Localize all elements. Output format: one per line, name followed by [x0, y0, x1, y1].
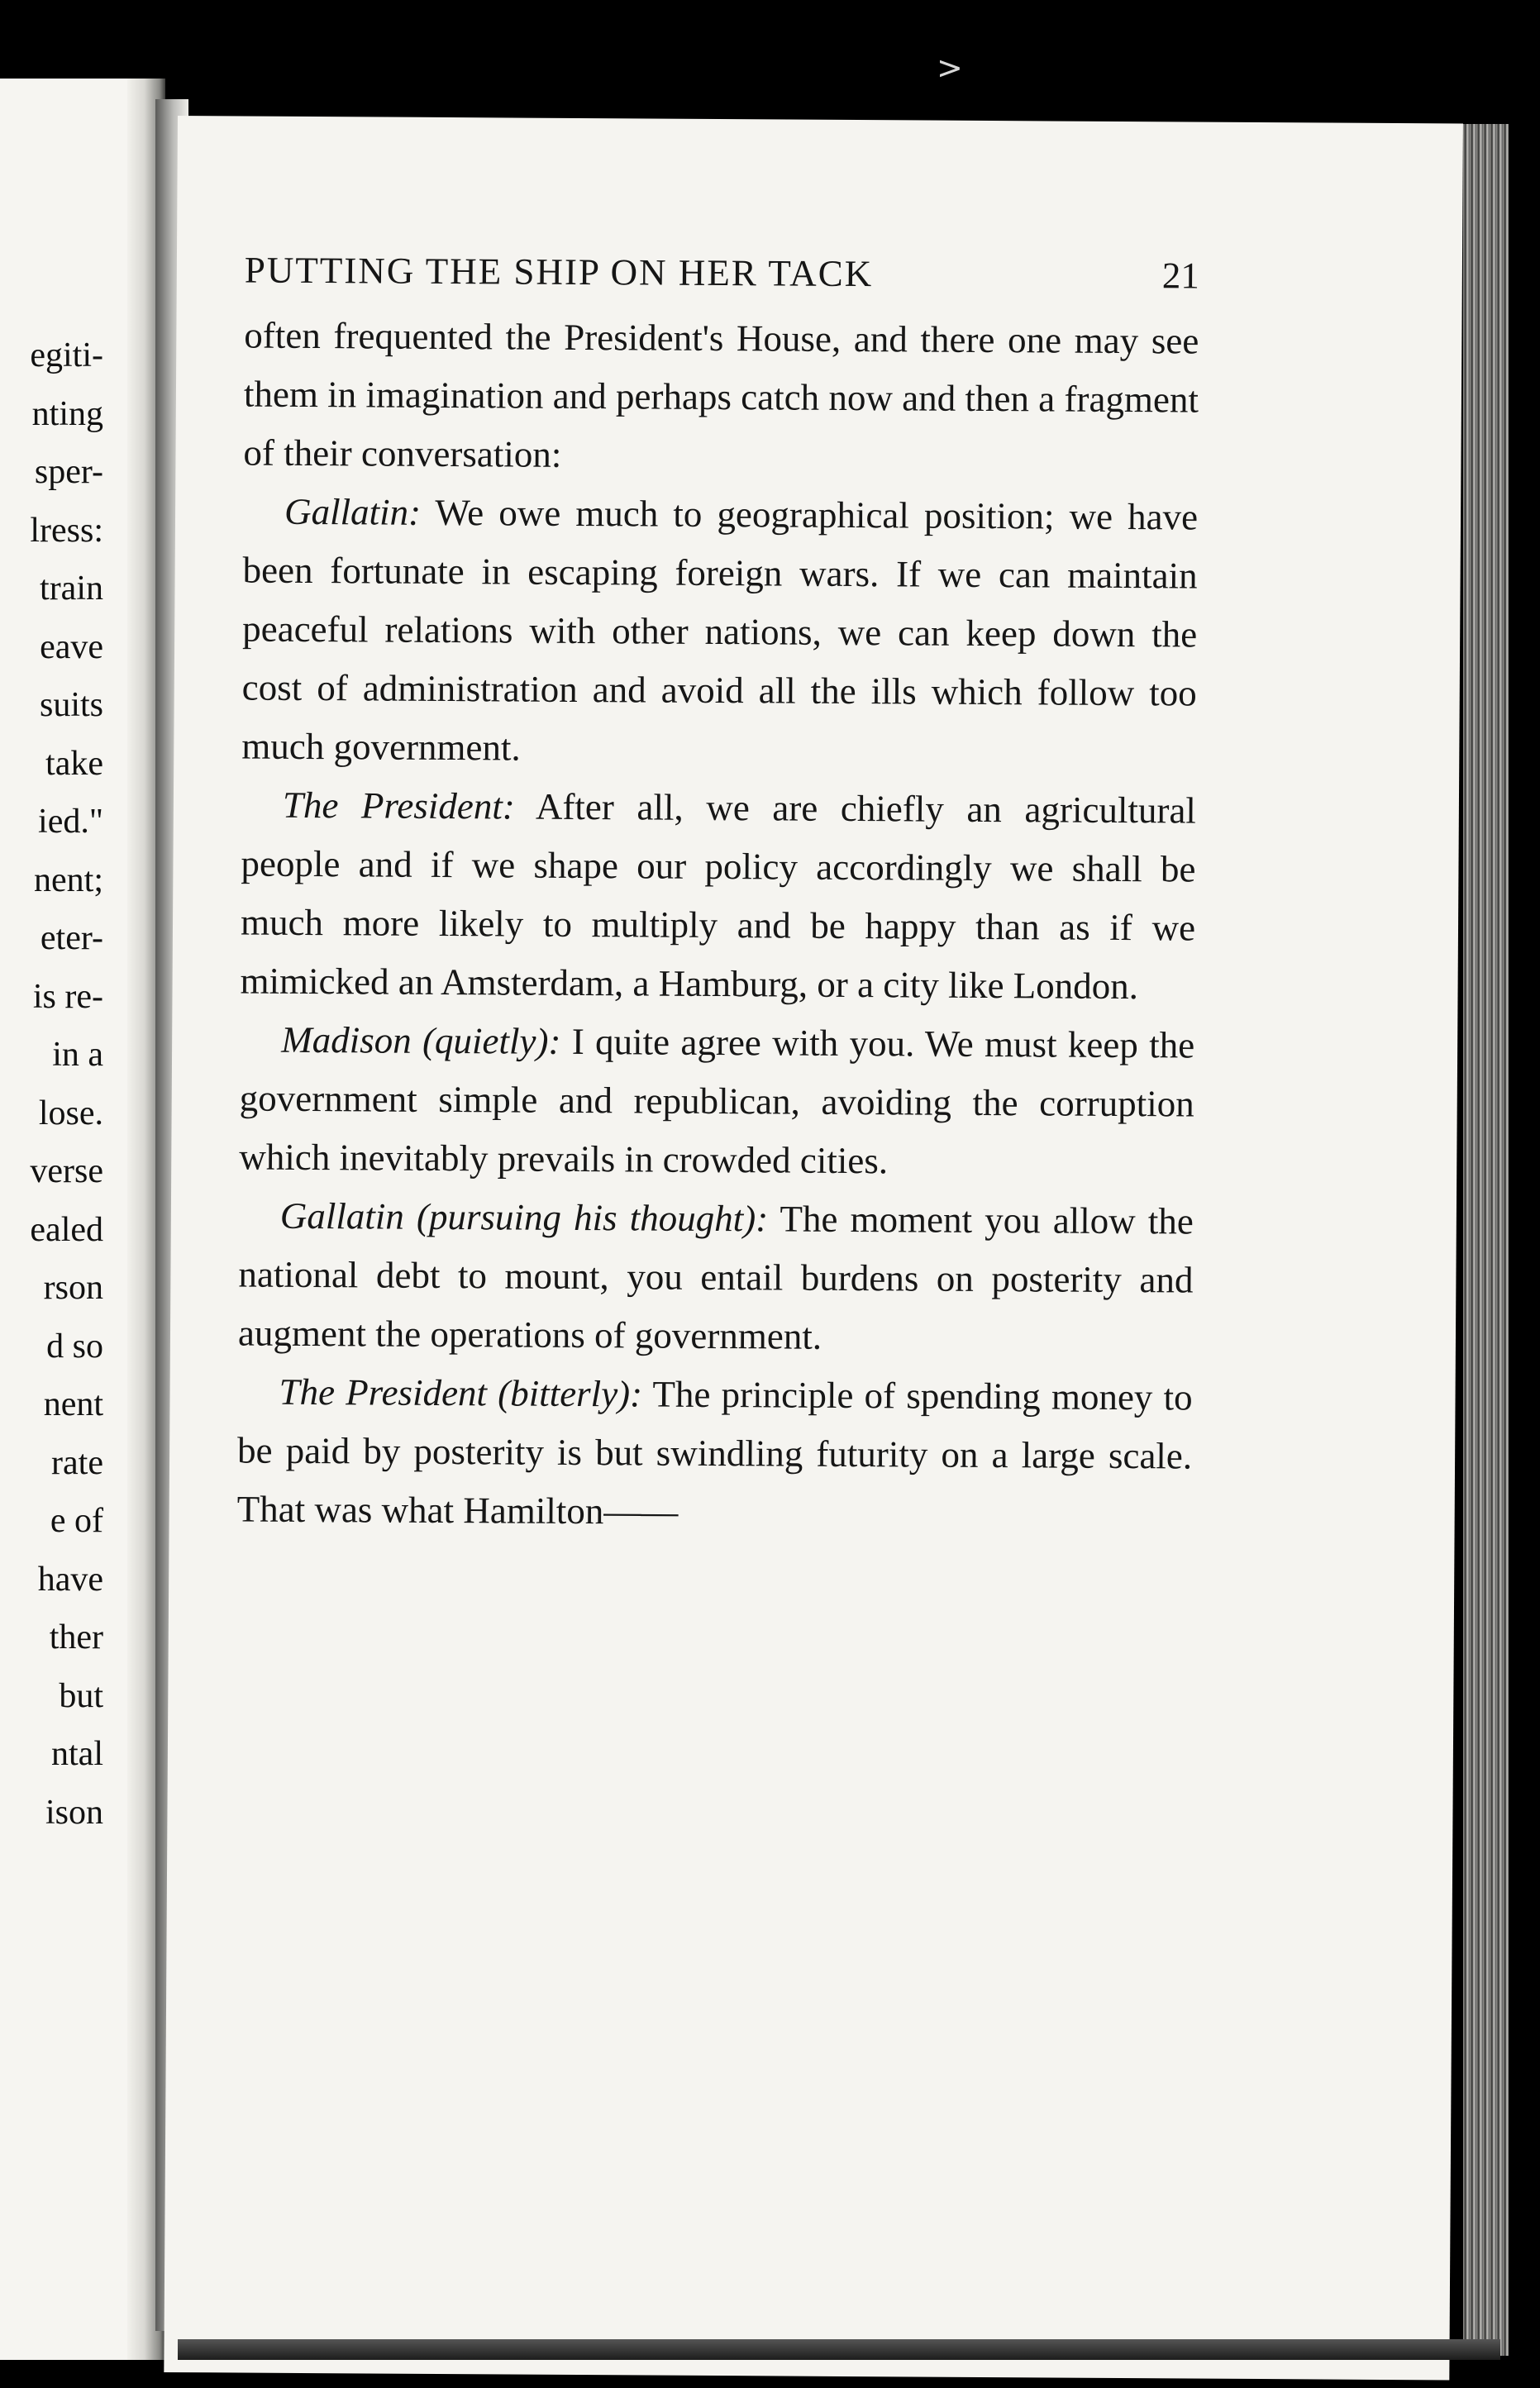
paragraph	[241, 482, 1198, 781]
speaker-name: Gallatin:	[284, 490, 422, 533]
paragraph-text: We owe much to geographical position; we have been fortunate in escaping foreign wars. If we can maintain peaceful relations with other nations, we can keep down the cost of administration and avoid all the ills which follow too much government.	[241, 491, 1199, 769]
stage-direction: (bitterly):	[498, 1372, 643, 1415]
left-page-line: e of	[50, 1502, 103, 1540]
right-page	[164, 116, 1463, 2380]
paragraph	[236, 1362, 1192, 1544]
paragraph-text: The principle of spending money to be paid by posterity is but swindling futurity on a large scale. That was what Hamilton——	[236, 1373, 1193, 1532]
left-page-text	[0, 327, 103, 1842]
scan-mark: >	[937, 50, 963, 86]
paragraph	[238, 1186, 1194, 1368]
paragraph-text: I quite agree with you. We must keep the government simple and republican, avoiding the corruption which inevitably prevails in crowded cities.	[239, 1020, 1195, 1182]
page-bottom-edge	[178, 2339, 1500, 2360]
paragraph-text: often frequented the President's House, and there one may see them in imagination and perhaps catch now and then a fragment of their conversation:	[243, 314, 1199, 475]
stage-direction: (pursuing his thought):	[416, 1195, 769, 1240]
left-page-line: ntal	[51, 1735, 103, 1773]
paragraph-text: After all, we are chiefly an agricultural people and if we shape our policy accordingly we shall be much more likely to multiply and be happy than as if we mimicked an Amsterdam, a Hamburg, or a city like London.	[240, 785, 1197, 1008]
page-text-block	[236, 248, 1199, 1544]
left-page-line: ison	[45, 1793, 103, 1832]
page-number: 21	[1161, 255, 1199, 297]
left-page-line: is re-	[32, 977, 103, 1016]
left-page-line: nting	[31, 394, 103, 433]
paragraph-text: The moment you allow the national debt to mount, you entail burdens on posterity and augment the operations of government.	[237, 1198, 1194, 1357]
left-page-line: train	[40, 570, 103, 608]
left-page-line: take	[45, 744, 103, 783]
left-page-line: d so	[46, 1327, 103, 1366]
left-page-line: rson	[43, 1269, 103, 1307]
left-page-line: ther	[49, 1618, 103, 1656]
left-page-line: egiti-	[30, 336, 103, 374]
paragraph	[239, 1010, 1194, 1192]
left-page-line: nent	[43, 1385, 103, 1423]
left-page-line: rate	[51, 1443, 103, 1482]
left-page-line: but	[59, 1676, 103, 1715]
left-page-line: lose.	[38, 1094, 103, 1132]
left-page-line: suits	[39, 686, 103, 724]
speaker-name: Madison	[281, 1018, 412, 1061]
speaker-name: The President:	[282, 784, 515, 827]
left-page-line: eave	[40, 627, 103, 666]
body-text	[236, 306, 1199, 1544]
paragraph	[243, 306, 1199, 488]
left-page-line: ied."	[38, 803, 103, 841]
running-title: PUTTING THE SHIP ON HER TACK	[244, 249, 874, 295]
running-head	[245, 248, 1199, 312]
left-page-line: in a	[52, 1036, 103, 1074]
left-page-line: ealed	[30, 1210, 103, 1249]
left-page-line: have	[37, 1560, 103, 1599]
speaker-name: Gallatin	[279, 1194, 405, 1237]
stage-direction: (quietly):	[422, 1019, 561, 1062]
paragraph	[240, 775, 1196, 1016]
left-page	[0, 79, 165, 2360]
left-page-line: eter-	[40, 919, 103, 957]
left-page-line: nent;	[34, 860, 103, 899]
page-edge-stack	[1463, 124, 1509, 2356]
left-page-line: lress:	[30, 511, 103, 550]
speaker-name: The President	[279, 1370, 488, 1414]
left-page-line: sper-	[34, 453, 103, 491]
left-page-line: verse	[30, 1152, 103, 1190]
